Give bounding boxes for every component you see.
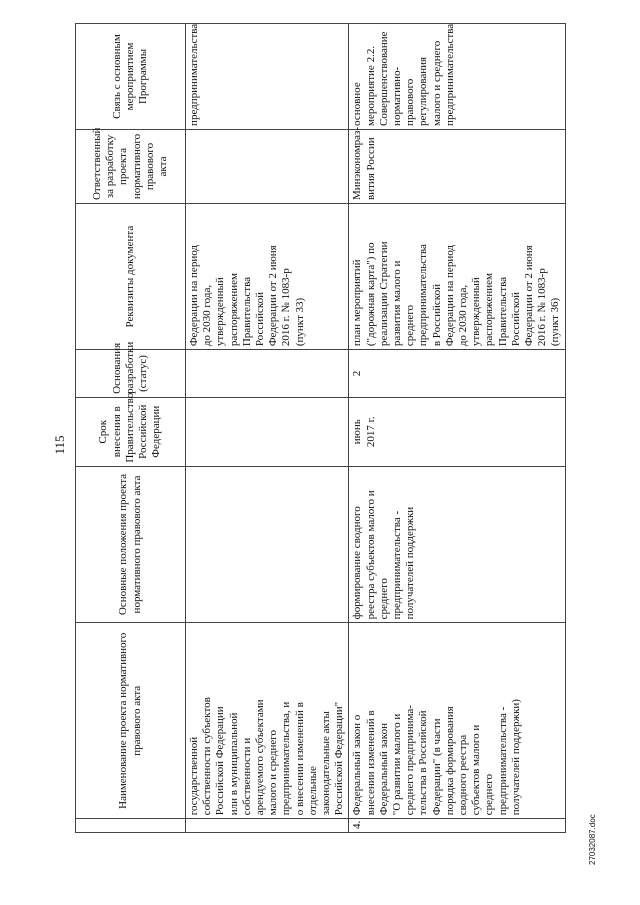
document-filename: 27032087.doc — [588, 814, 597, 865]
header-name: Наименование проекта нормативного правового акта — [76, 623, 186, 819]
header-main-provisions: Основные положения проекта нормативного правового акта — [76, 466, 186, 623]
cell-link: предпринимательства — [186, 24, 349, 130]
header-requisites: Реквизиты документа — [76, 204, 186, 350]
cell-main-provisions: формирование сводного реестра субъектов малого и среднего предпринимательства - получателей поддержки — [349, 466, 565, 623]
header-num — [76, 819, 186, 833]
header-link: Связь с основным мероприятием Программы — [76, 24, 186, 130]
cell-term: июнь 2017 г. — [349, 397, 565, 466]
cell-requisites: Федерации на период до 2030 года, утвержденный распоряжением Правительства Российской Федерации от 2 июня 2016 г. № 1083-р (пункт 33) — [186, 204, 349, 350]
table-header-row — [76, 24, 186, 833]
cell-responsible — [186, 129, 349, 203]
header-responsible: Ответственный за разработку проекта нормативного правового акта — [76, 129, 186, 203]
cell-name: государственной собственности субъектов Российской Федерации или в муниципальной собственности и арендуемого субъектами малого и среднего предпринимательства, и о внесении изменений в отдельные законодательные акты Российской Федерации" — [186, 623, 349, 819]
header-basis: Основания разработки (статус) — [76, 350, 186, 398]
legislation-plan-table — [75, 23, 566, 833]
cell-responsible: Минэкономраз- вития России — [349, 129, 565, 203]
page-number: 115 — [52, 435, 67, 455]
cell-num — [186, 819, 349, 833]
cell-num: 4. — [349, 819, 565, 833]
cell-basis: 2 — [349, 350, 565, 398]
cell-main-provisions — [186, 466, 349, 623]
cell-name: Федеральный закон о внесении изменений в Федеральный закон "О развитии малого и среднего предпринима- тельства в Российской Федерации" (в части порядка формирования сводного реестра субъектов малого и среднего предпринимательства - получателей поддержки) — [349, 623, 565, 819]
cell-term — [186, 397, 349, 466]
cell-basis — [186, 350, 349, 398]
cell-link: основное мероприятие 2.2. Совершенствование нормативно- правового регулирования малого и среднего предпринимательства — [349, 24, 565, 130]
table-row — [349, 24, 565, 833]
table-row — [186, 24, 349, 833]
header-term: Срок внесения в Правительство Российской Федерации — [76, 397, 186, 466]
cell-requisites: план мероприятий ("дорожная карта") по реализации Стратегии развития малого и среднего предпринимательства в Российской Федерации на период до 2030 года, утвержденный распоряжением Правительства Российской Федерации от 2 июня 2016 г. № 1083-р (пункт 36) — [349, 204, 565, 350]
rotated-document-page — [40, 25, 600, 865]
